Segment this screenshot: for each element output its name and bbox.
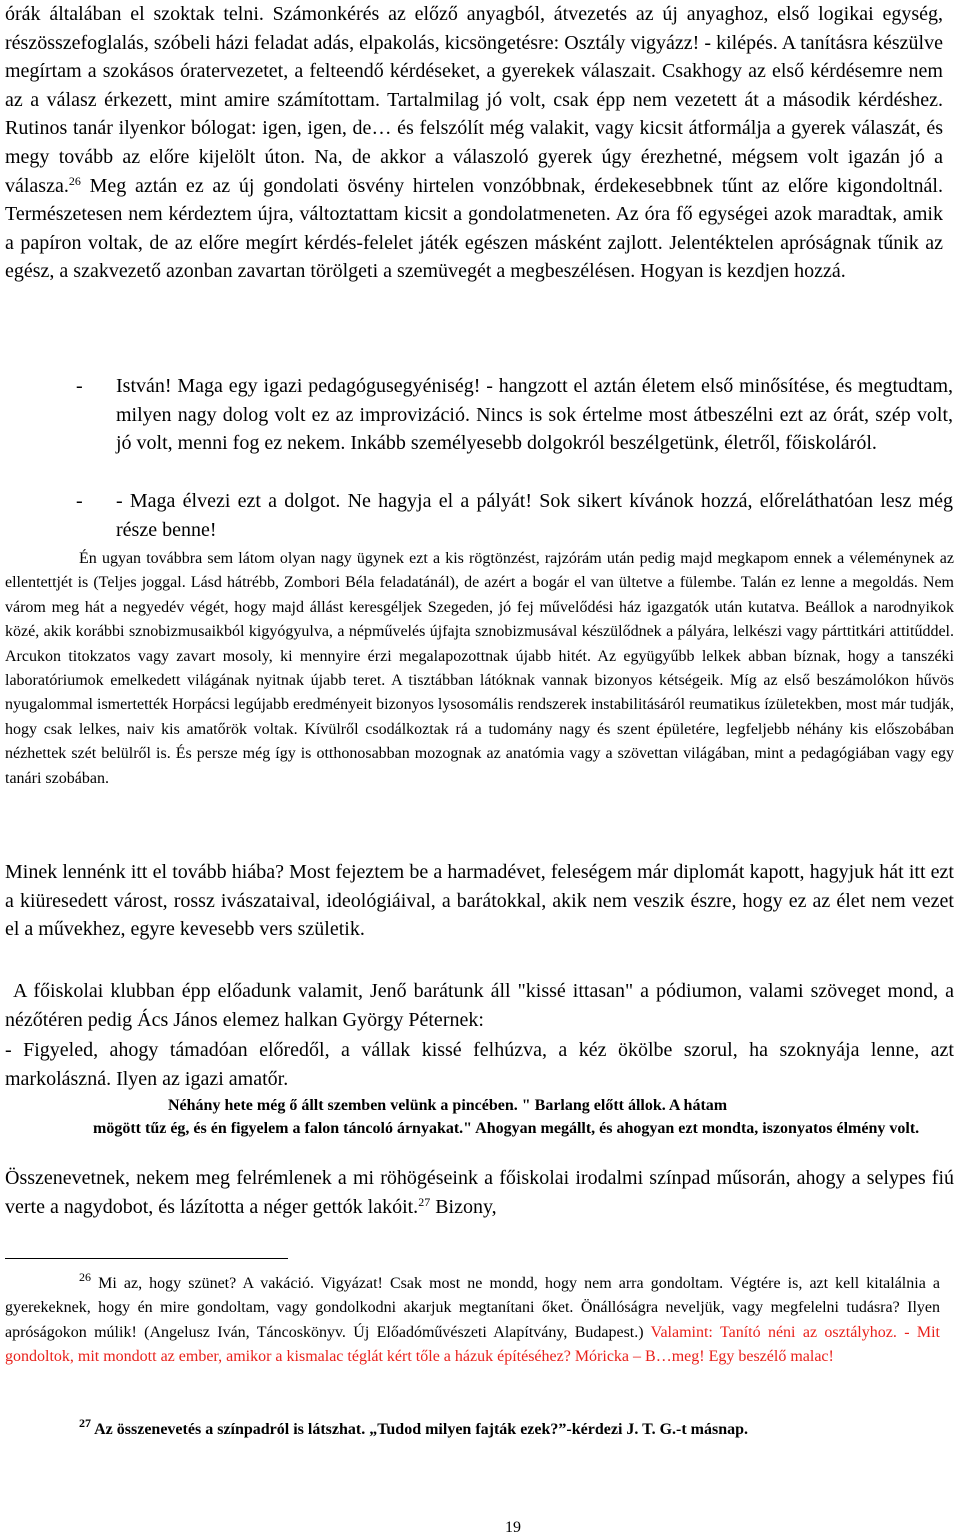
page-number: 19 xyxy=(505,1519,521,1536)
dialog-line-2 xyxy=(62,487,957,544)
footnote-separator xyxy=(5,1258,288,1259)
quote-line: Néhány hete még ő állt szemben velünk a pincében. " Barlang előtt állok. A hátam xyxy=(168,1097,728,1114)
dialog-text: István! Maga egy igazi pedagógusegyéniség! - hangzott el aztán életem első minősítése, és megtudtam, milyen nagy dolog volt ez az improvizáció. Nincs is sok értelme most átbeszélni ezt az órát, szép volt, jó volt, menni fog ez nekem. Inkább személyesebb dolgokról beszélgetünk, életről, főiskoláról. xyxy=(116,375,953,455)
small-paragraph-text: Én ugyan továbbra sem látom olyan nagy ügynek ezt a kis rögtönzést, rajzórám után pedig majd megkapom ennek a véleménynek az ellentettjét is (Teljes joggal. Lásd hátrébb, Zombori Béla feladatánál), de azért a bogár el van ültetve a fülembe. Talán ez lenne a megoldás. Nem várom meg hát a negyedév végét, hogy majd állást keresgéljek Szegeden, jó fej művelődési ház igazgatók után kutatva. Beállok a narodnyikok közé, akik korábbi sznobizmusaikból kigyógyulva, a népművelés újfajta sznobizmusával készülődnek a pályára, lelkészi vagy párttitkári attitűddel. Arcukon titokzatos vagy zavart mosoly, ki mennyire érzi megalapozottnak újabb hitét. Az együgyűbb lelkek abban bíznak, hogy a tanszéki laboratóriumok emelkedett világának nyitnak újabb teret. A tisztábban látóknak vannak bizonyos kétségeik. Míg az első beszámolókon hűvös nyugalommal ismertették Horpácsi legújabb eredményeit bizonyos lysosomális rendszerek instabilitásáról reumatikus ízületekben, most már tudják, hogy csak lelkes, naiv kis amatőrök voltak. Kívülről csodálkoztak rá a tudomány nagy és szent épületére, legfeljebb néhány kis előszobában nézhettek szét belülről is. És persze még így is otthonosabban mozognak az anatómia vagy a szövettan világában, mint a pedagógiában vagy egy tanári szobában. xyxy=(5,550,954,787)
quote-line: mögött tűz ég, és én figyelem a falon táncoló árnyakat." Ahogyan megállt, és ahogyan ezt mondta, iszonyatos élmény volt. xyxy=(93,1120,920,1137)
footnote-26 xyxy=(5,1272,940,1370)
dialog-dash: - xyxy=(76,490,83,512)
paragraph-text: Bizony, xyxy=(430,1195,497,1218)
dialog-dash: - xyxy=(76,375,83,397)
body-paragraph-5 xyxy=(0,1164,960,1221)
footnote-number: 26 xyxy=(79,1270,91,1284)
dialog-text: - Maga élvezi ezt a dolgot. Ne hagyja el a pályát! Sok sikert kívánok hozzá, előreláthatóan lesz még része benne! xyxy=(116,490,953,541)
footnote-text: Az összenevetés a színpadról is látszhat. „Tudod milyen fajták ezek?”-kérdezi J. T. G.-t másnap. xyxy=(91,1421,749,1438)
paragraph-text: Minek lennénk itt el tovább hiába? Most fejeztem be a harmadévet, feleségem már diplomát kapott, hagyjuk hát itt ezt a kiüresedett várost, rossz ivászataival, ideológiáival, a barátokkal, akik nem veszik észre, hogy ez az élet nem vezet el a művekhez, egyre kevesebb vers születik. xyxy=(5,861,954,941)
paragraph-text: Összenevetnek, nekem meg felrémlenek a mi röhögéseink a főiskolai irodalmi színpad műsorán, ahogy a selypes fiú verte a nagydobot, és lázította a néger gettók lakóit. xyxy=(5,1167,954,1218)
footnote-ref-27[interactable]: 27 xyxy=(418,1194,431,1209)
footnote-number: 27 xyxy=(79,1416,91,1430)
body-paragraph-3 xyxy=(0,977,960,1034)
footnote-27 xyxy=(5,1418,940,1442)
footnote-ref-26[interactable]: 26 xyxy=(68,173,81,188)
footnote-text: Mi az, hogy szünet? A vakáció. Vigyázat! Csak most ne mondd, hogy nem arra gondoltam. Végtére is, azt kell kitalálnia a gyerekeknek, hogy én mire gondoltam, vagy gondolkodni akarjuk megtanítani őket. Önállóságra neveljük, vagy megfelelni tudásra? Ilyen apróságokon múlik! (Angelusz Iván, Táncoskönyv. Új Előadóművészeti Alapítvány, Budapest.) xyxy=(5,1275,940,1341)
footnote-text-highlight: Valamint: Tanító néni az osztályhoz. - Mit gondoltok, mit mondott az ember, amikor a kismalac téglát kért tőle a házuk építéséhez? Móricka – B…meg! Egy beszélő malac! xyxy=(5,1323,941,1366)
small-paragraph xyxy=(0,547,960,791)
dialog-line-1 xyxy=(62,372,957,458)
body-paragraph-2 xyxy=(0,858,960,944)
paragraph-text: - Figyeled, ahogy támadóan előredől, a vállak kissé felhúzva, a kéz ökölbe szorul, ha szoknyája lenne, azt markolászná. Ilyen az igazi amatőr. xyxy=(5,1039,954,1090)
paragraph-text: A főiskolai klubban épp előadunk valamit, Jenő barátunk áll "kissé ittasan" a pódiumon, valami szöveget mond, a nézőtéren pedig Ács János elemez halkan György Péternek: xyxy=(5,980,954,1031)
body-paragraph-4 xyxy=(0,1036,960,1093)
block-quote xyxy=(93,1094,955,1140)
paragraph-text: órák általában el szoktak telni. Számonkérés az előző anyagból, átvezetés az új anyaghoz, első logikai egység, részösszefoglalás, szóbeli házi feladat adás, elpakolás, kicsöngetésre: Osztály vigyázz! - kilépés. A tanításra készülve megírtam a szokásos óratervezetet, a felteendő kérdéseket, a gyerekek válaszait. Csakhogy az első kérdésemre nem az a válasz érkezett, mint amire számítottam. Tartalmilag jó volt, csak épp nem vezetett át a második kérdéshez. Rutinos tanár ilyenkor bólogat: igen, igen, de… és felszólít még valakit, vagy kicsit átformálja a gyerek válaszát, és megy tovább az előre kijelölt úton. Na, de akkor a válaszoló gyerek úgy érezhetné, mégsem volt igazán jó a válasza. xyxy=(5,3,943,197)
paragraph-text: Meg aztán ez az új gondolati ösvény hirtelen vonzóbbnak, érdekesebbnek tűnt az előre kigondoltnál. Természetesen nem kérdeztem újra, változtattam kicsit a gondolatmeneten. Az óra fő egységei azok maradtak, amik a papíron voltak, de az előre megírt kérdés-felelet játék egészen másként zajlott. Jelentéktelen apróságnak tűnik az egész, a szakvezető azonban zavartan törölgeti a szemüvegét a megbeszélésen. Hogyan is kezdjen hozzá. xyxy=(5,174,943,283)
body-paragraph-1 xyxy=(0,0,949,286)
